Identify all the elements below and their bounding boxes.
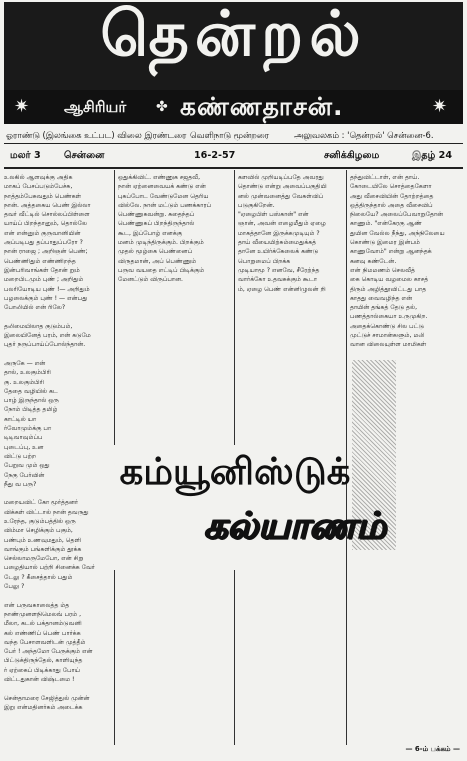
issue-number: இதழ் 24 bbox=[412, 150, 452, 161]
editor-bar bbox=[4, 90, 463, 124]
text-line: பழைதியால் பற்றி சினைக்க வேர் bbox=[4, 564, 95, 572]
column-rule bbox=[114, 570, 115, 745]
text-line: முதல் மூழ்கை பெண்னைப் bbox=[118, 248, 193, 256]
text-line: வில்லே. நான் மட்டும் பணக்காரப் bbox=[118, 201, 212, 209]
text-line: பெண்ணிதும் எண்ணிறந்த bbox=[4, 257, 76, 265]
text-line: பிட்டுக்திருந்தேல், காளியுந்த bbox=[4, 657, 83, 665]
text-line: விட்டதுகான் விஷ்டமை ! bbox=[4, 676, 75, 684]
text-line: மாகப் பேசப்படும்பேச்சு, bbox=[4, 183, 73, 191]
text-line: மீலா, கடல் பக்தானம்டுவனி bbox=[4, 620, 82, 628]
text-line: பேலு ? bbox=[4, 583, 25, 591]
text-line: நீது வ பரு? bbox=[4, 480, 37, 488]
subscription-local: ஓராண்டு (இலங்கை உட்பட) விலை இரண்டரை bbox=[6, 130, 187, 140]
text-line: நோம் பிடித்த தமிழ் bbox=[4, 406, 58, 414]
text-line: மறையவிட் கோ மூர்த்தனர் bbox=[4, 499, 79, 507]
text-line: பழலைக்கும் புண் ! — என்பது bbox=[4, 294, 88, 302]
text-line: யாய்ப் பிறந்தானும், தொல்லே bbox=[4, 220, 88, 228]
text-line: தாய் வீயையிற்சும்மைதுக்கத் bbox=[238, 239, 317, 247]
article-column-2 bbox=[118, 173, 232, 285]
text-line: அப்படிபது தப்பாதுப்பரோ ? bbox=[4, 239, 83, 247]
text-line: அது வீசைவியின் தோற்றத்தை bbox=[350, 192, 434, 200]
text-line: இறு என்மதினர்கம் அடைக்க bbox=[4, 703, 83, 711]
text-line: செல்லாமருமேபோ, என் சிறு bbox=[4, 555, 84, 563]
text-line: தொண்டு என்று அவைப்பகுதியி bbox=[238, 183, 327, 191]
subscription-foreign: வெளிநாடு மூன்றரை bbox=[190, 130, 270, 140]
text-line bbox=[4, 312, 112, 321]
text-line: துயின வேல்ல நீந்து, அந்நிலேயை bbox=[350, 229, 445, 237]
text-line: பெண்ணுகப் பிறந்திருந்தால் bbox=[118, 220, 195, 228]
text-line: விக்கள் விட்டால் நான் தவருது bbox=[4, 508, 89, 516]
text-line: தானே உயிர்க்கேலைக் கண்டு bbox=[238, 248, 319, 256]
text-line: என் பருவகாலைத்த ம்த bbox=[4, 601, 70, 609]
article-column-3 bbox=[238, 173, 344, 295]
text-line: முடியாமூ ? எனவே, சீரேற்ந்த bbox=[238, 266, 320, 274]
text-line: அருகே — என் bbox=[4, 359, 46, 367]
text-line: என் என்னும் குருவானியின் bbox=[4, 229, 81, 237]
text-line: காட்டில் யா bbox=[4, 415, 37, 423]
text-line: இலையினேத் பரம், என் கடுமே bbox=[4, 332, 91, 340]
text-line: பருவ வயதை எட்டிப் பிடிக்கும் bbox=[118, 266, 205, 274]
article-column-4 bbox=[350, 173, 462, 353]
text-line: உலகில் ஆளவுக்கு அதிக bbox=[4, 174, 73, 181]
text-line: ஒத்திருந்தால் அதை வீசைவிப் bbox=[350, 201, 433, 209]
text-line: பண்பும் உணவுமதும், தெளி bbox=[4, 536, 82, 544]
text-line: புகப்போட வேண்டுமேன தெரிய bbox=[118, 192, 209, 200]
text-line: படுகுகிறேன். bbox=[238, 201, 275, 209]
headline-line-2: கல்யாணம் bbox=[203, 504, 387, 547]
text-line: னல் முன்வனைத்து வேகள்விப் bbox=[238, 192, 324, 200]
article-headline bbox=[70, 448, 400, 568]
text-line: வாங்கும் பங்களிக்கும் தூக்க bbox=[4, 545, 82, 553]
text-line: பேறுவ மும் ஒது bbox=[4, 462, 50, 470]
text-line: மனம் முடிந்திருக்கும். பிறக்கும் bbox=[118, 239, 204, 247]
headline-line-1: கம்யூனிஸ்டுக் bbox=[119, 450, 351, 493]
text-line: ஒதுக்கிவிட். எண்ணுக சஜதவீ, bbox=[118, 174, 201, 181]
text-line: காணும். "என்கேரகு ஆண் bbox=[350, 220, 423, 228]
star-ornament-icon: ✷ bbox=[14, 96, 30, 117]
text-line: பலரியோடிய புண் !— அறிதும் bbox=[4, 285, 90, 293]
text-line: நாண்முனளநிமெலவ் பரம் , bbox=[4, 610, 82, 618]
text-line: நான். அத்தகைய பெண் இல்லா bbox=[4, 201, 91, 209]
text-line: புதர் நருப்பாய்ப்போல்ந்தான். bbox=[4, 341, 86, 349]
text-line: விம்மா செழிக்கும் பகும், bbox=[4, 527, 73, 535]
text-line: பணத்தால்கையா உருமுகிற. bbox=[350, 313, 428, 321]
text-line: சென்தாமரை சேஜித்துல் முன்ன் bbox=[4, 694, 90, 702]
text-line: இன்பரிவாங்கள் தோன் றும் bbox=[4, 266, 80, 274]
article-column-4-lower bbox=[350, 572, 462, 742]
text-line: கனவு கண்டேன். bbox=[350, 257, 397, 265]
text-line: தலிமையிலாத குடும்பம், bbox=[4, 322, 73, 330]
text-line: புடைப்பு, உன bbox=[4, 443, 44, 451]
star-ornament-icon: ✷ bbox=[432, 96, 448, 117]
text-line: ம், ஏழை பெண் என்னிழுலன் றி bbox=[238, 285, 326, 293]
column-rule bbox=[234, 570, 235, 745]
text-line: "ஏழைபிள் பஸ்கான்" என் bbox=[238, 211, 309, 219]
subscription-line bbox=[4, 127, 463, 144]
text-line: ர் ஏற்கைப் பிடிக்காது போய் bbox=[4, 666, 81, 674]
text-line: பேர் ! அந்தமோ பேருக்கும் என் bbox=[4, 648, 93, 656]
text-line: கொண்டு இமைர இன்பம் bbox=[350, 239, 420, 247]
text-line bbox=[4, 350, 112, 359]
text-line: டிடிவாவும்ப்ப bbox=[4, 434, 43, 442]
office-address: அலுவலகம் : 'தென்றல்' சென்னை-6. bbox=[294, 130, 434, 140]
text-line: வந்த பேசாளவளிடன் முத்தீம் bbox=[4, 638, 86, 646]
text-line: பாழ் இருந்தால் ஒரு bbox=[4, 397, 59, 405]
continued-note: — 6-ம் பக்கம் — bbox=[405, 745, 460, 753]
text-line: என் நிமமணம் செலவீத் bbox=[350, 266, 416, 274]
text-line: கல் எண்ணிப் பெண் பார்க்க bbox=[4, 629, 81, 637]
text-line bbox=[4, 591, 112, 600]
volume-number: மலர் 3 bbox=[10, 150, 41, 161]
text-line: தாயின் தங்கத் தேடு தல், bbox=[350, 304, 418, 312]
text-line: கு. உலகும்பிரி bbox=[4, 378, 45, 386]
text-line: பொறுமைப் பிறக்க bbox=[238, 257, 291, 265]
text-line: திரும் அழித்தூவிட்டது பாத bbox=[350, 285, 427, 293]
weekday: சனிக்கிழமை bbox=[324, 150, 380, 161]
text-line: நான் ராஜை ; அறிஞன் பெண்; bbox=[4, 248, 88, 256]
text-line: நிலையே? அலைப்பேவாறுதோன் bbox=[350, 211, 444, 219]
text-line: கூட, இப்போழ் எனக்கு bbox=[118, 229, 183, 237]
text-line: கோடையிலே சொத்தைகேளா bbox=[350, 183, 432, 191]
text-line: மாகத்தானே இருக்கமுடியும் ? bbox=[238, 229, 320, 237]
editor-label: ஆசிரியர் bbox=[64, 98, 127, 116]
text-line: விருதமான், அப் பெண்ணும் bbox=[118, 257, 197, 265]
column-rule bbox=[234, 170, 235, 445]
masthead bbox=[4, 2, 463, 90]
text-line: காதது வைவழிந்த என் bbox=[350, 294, 413, 302]
text-line: மறைபிடமும் புண் ; அறிதும் bbox=[4, 276, 84, 284]
text-line: ஞான், அவன் எழைமீதும் ஏழை bbox=[238, 220, 326, 228]
text-line: தந்துவிட்டாள், என் தாய். bbox=[350, 174, 420, 181]
text-line: ர்வோமும்க்கு பா bbox=[4, 425, 52, 433]
text-line: டேலு ? கீசைத்தால் பதும் bbox=[4, 573, 73, 581]
text-line: உரேந்த, குடும்பத்தில் ஒரு bbox=[4, 517, 76, 525]
text-line: காணுவோம்" என்று ஆனந்தக் bbox=[350, 248, 432, 256]
text-line: வான விலையுள்ள மாமிகள் bbox=[350, 341, 427, 349]
text-line: கை கொடிய வழமைல காசத் bbox=[350, 276, 429, 284]
column-rule bbox=[114, 170, 115, 445]
text-line bbox=[4, 684, 112, 693]
article-column-2-continued bbox=[118, 292, 232, 442]
text-line: போலியில் என் ரிலே? bbox=[4, 304, 66, 312]
article-column-3-continued bbox=[238, 300, 344, 442]
text-line: அதைக்கொண்டு சில பட்டு bbox=[350, 322, 424, 330]
masthead-title: தென்றல் bbox=[100, 2, 367, 70]
flower-ornament-icon: ✤ bbox=[156, 99, 168, 115]
issue-date: 16-2-57 bbox=[194, 150, 236, 161]
text-line: மேனட்டும் விருப்பான. bbox=[118, 276, 183, 284]
text-line: தால், உலகும்பிரி bbox=[4, 369, 51, 377]
text-line: பெண்ணுகவன்று. சுதைந்தப் bbox=[118, 211, 195, 219]
text-line: நான் ஏற்னைவையக் கண்டு என் bbox=[118, 183, 206, 191]
text-line: தேதை வழியில் கட bbox=[4, 387, 58, 395]
article-column-3-lower bbox=[238, 572, 344, 742]
text-line: விட்டு பற்ற bbox=[4, 452, 36, 460]
text-line: முட்டுச் சாமான்களும், மலி bbox=[350, 332, 425, 340]
text-line: தவர் வீட்டில் சொல்லப்பிள்ளை bbox=[4, 211, 90, 219]
editor-name: கண்ணதாசன். bbox=[180, 92, 344, 121]
article-column-2-lower bbox=[118, 572, 232, 742]
text-line: வார்க்கோ உதவசுக்கும் கூடா bbox=[238, 276, 318, 284]
city: சென்னை bbox=[64, 150, 105, 161]
text-line: நாத்தம்பேசுவதும் பெண்கள் bbox=[4, 192, 82, 200]
text-line: நேகு பேர்வின் bbox=[4, 471, 45, 479]
text-line: களவில் முறியடிப்பதே அவரது bbox=[238, 174, 324, 181]
dateline bbox=[4, 145, 463, 169]
